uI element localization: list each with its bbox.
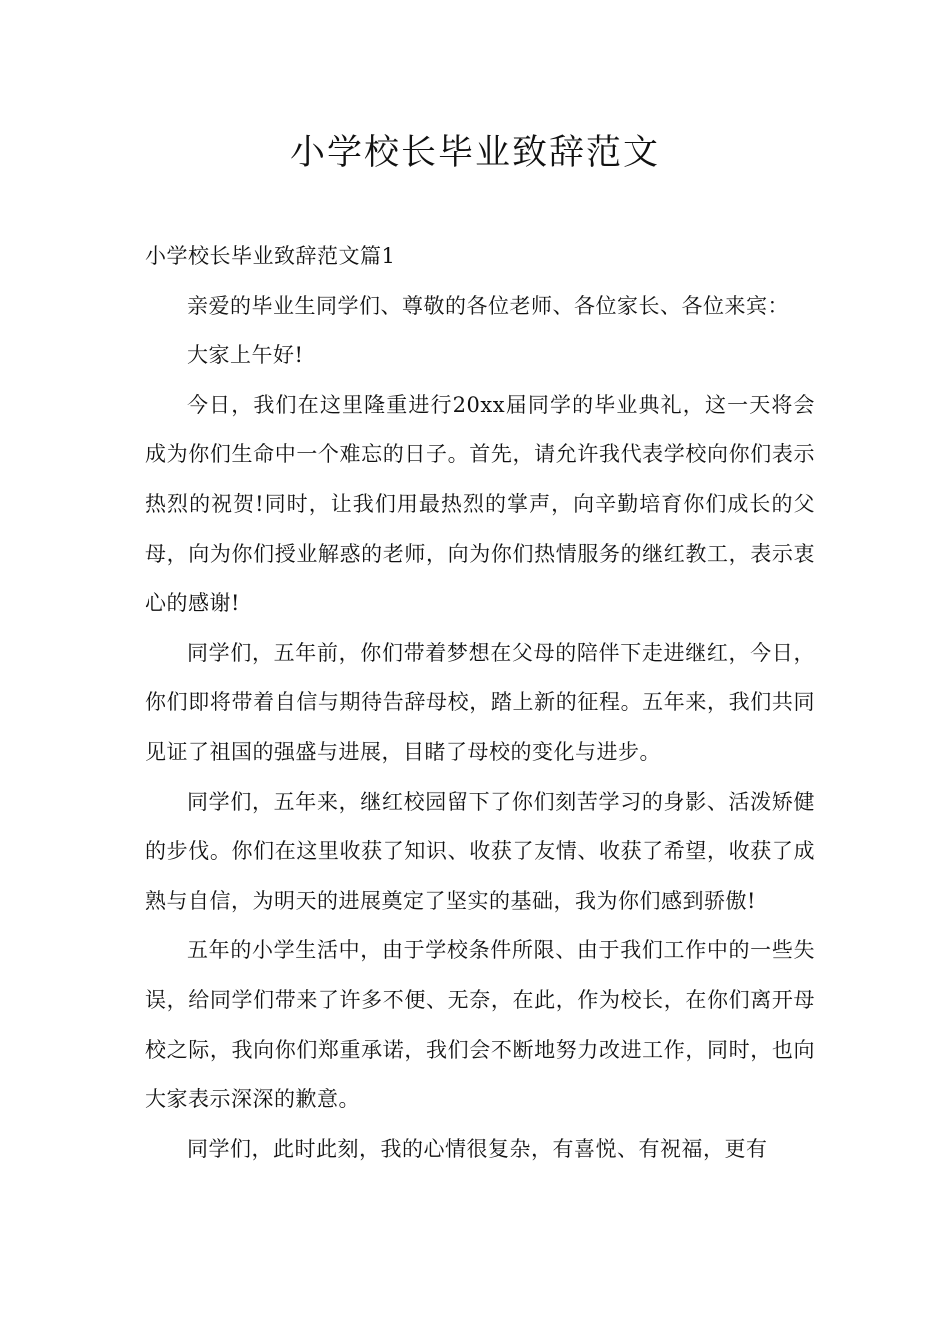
paragraph-apology: 五年的小学生活中，由于学校条件所限、由于我们工作中的一些失误，给同学们带来了许多不便、无奈，在此，作为校长，在你们离开母校之际，我向你们郑重承诺，我们会不断地努力改进工作，同时，也向大家表示深深的歉意。	[145, 938, 815, 1112]
paragraph-feelings: 同学们，此时此刻，我的心情很复杂，有喜悦、有祝福，更有	[187, 1136, 768, 1161]
document-body	[145, 232, 815, 1174]
section-heading: 小学校长毕业致辞范文篇1	[145, 244, 396, 268]
paragraph-hello: 大家上午好!	[187, 343, 304, 368]
paragraph-five-years-ago: 同学们，五年前，你们带着梦想在父母的陪伴下走进继红，今日，你们即将带着自信与期待告辞母校，踏上新的征程。五年来，我们共同见证了祖国的强盛与进展，目睹了母校的变化与进步。	[145, 640, 815, 764]
paragraph-ceremony: 今日，我们在这里隆重进行20xx届同学的毕业典礼，这一天将会成为你们生命中一个难忘的日子。首先，请允许我代表学校向你们表示热烈的祝贺!同时，让我们用最热烈的掌声，向辛勤培育你们成长的父母，向为你们授业解惑的老师，向为你们热情服务的继红教工，表示衷心的感谢!	[145, 392, 815, 616]
paragraph-greeting: 亲爱的毕业生同学们、尊敬的各位老师、各位家长、各位来宾：	[187, 293, 789, 318]
document-title: 小学校长毕业致辞范文	[289, 133, 660, 173]
paragraph-campus-memories: 同学们，五年来，继红校园留下了你们刻苦学习的身影、活泼矫健的步伐。你们在这里收获了知识、收获了友情、收获了希望，收获了成熟与自信，为明天的进展奠定了坚实的基础，我为你们感到骄傲!	[145, 789, 815, 913]
